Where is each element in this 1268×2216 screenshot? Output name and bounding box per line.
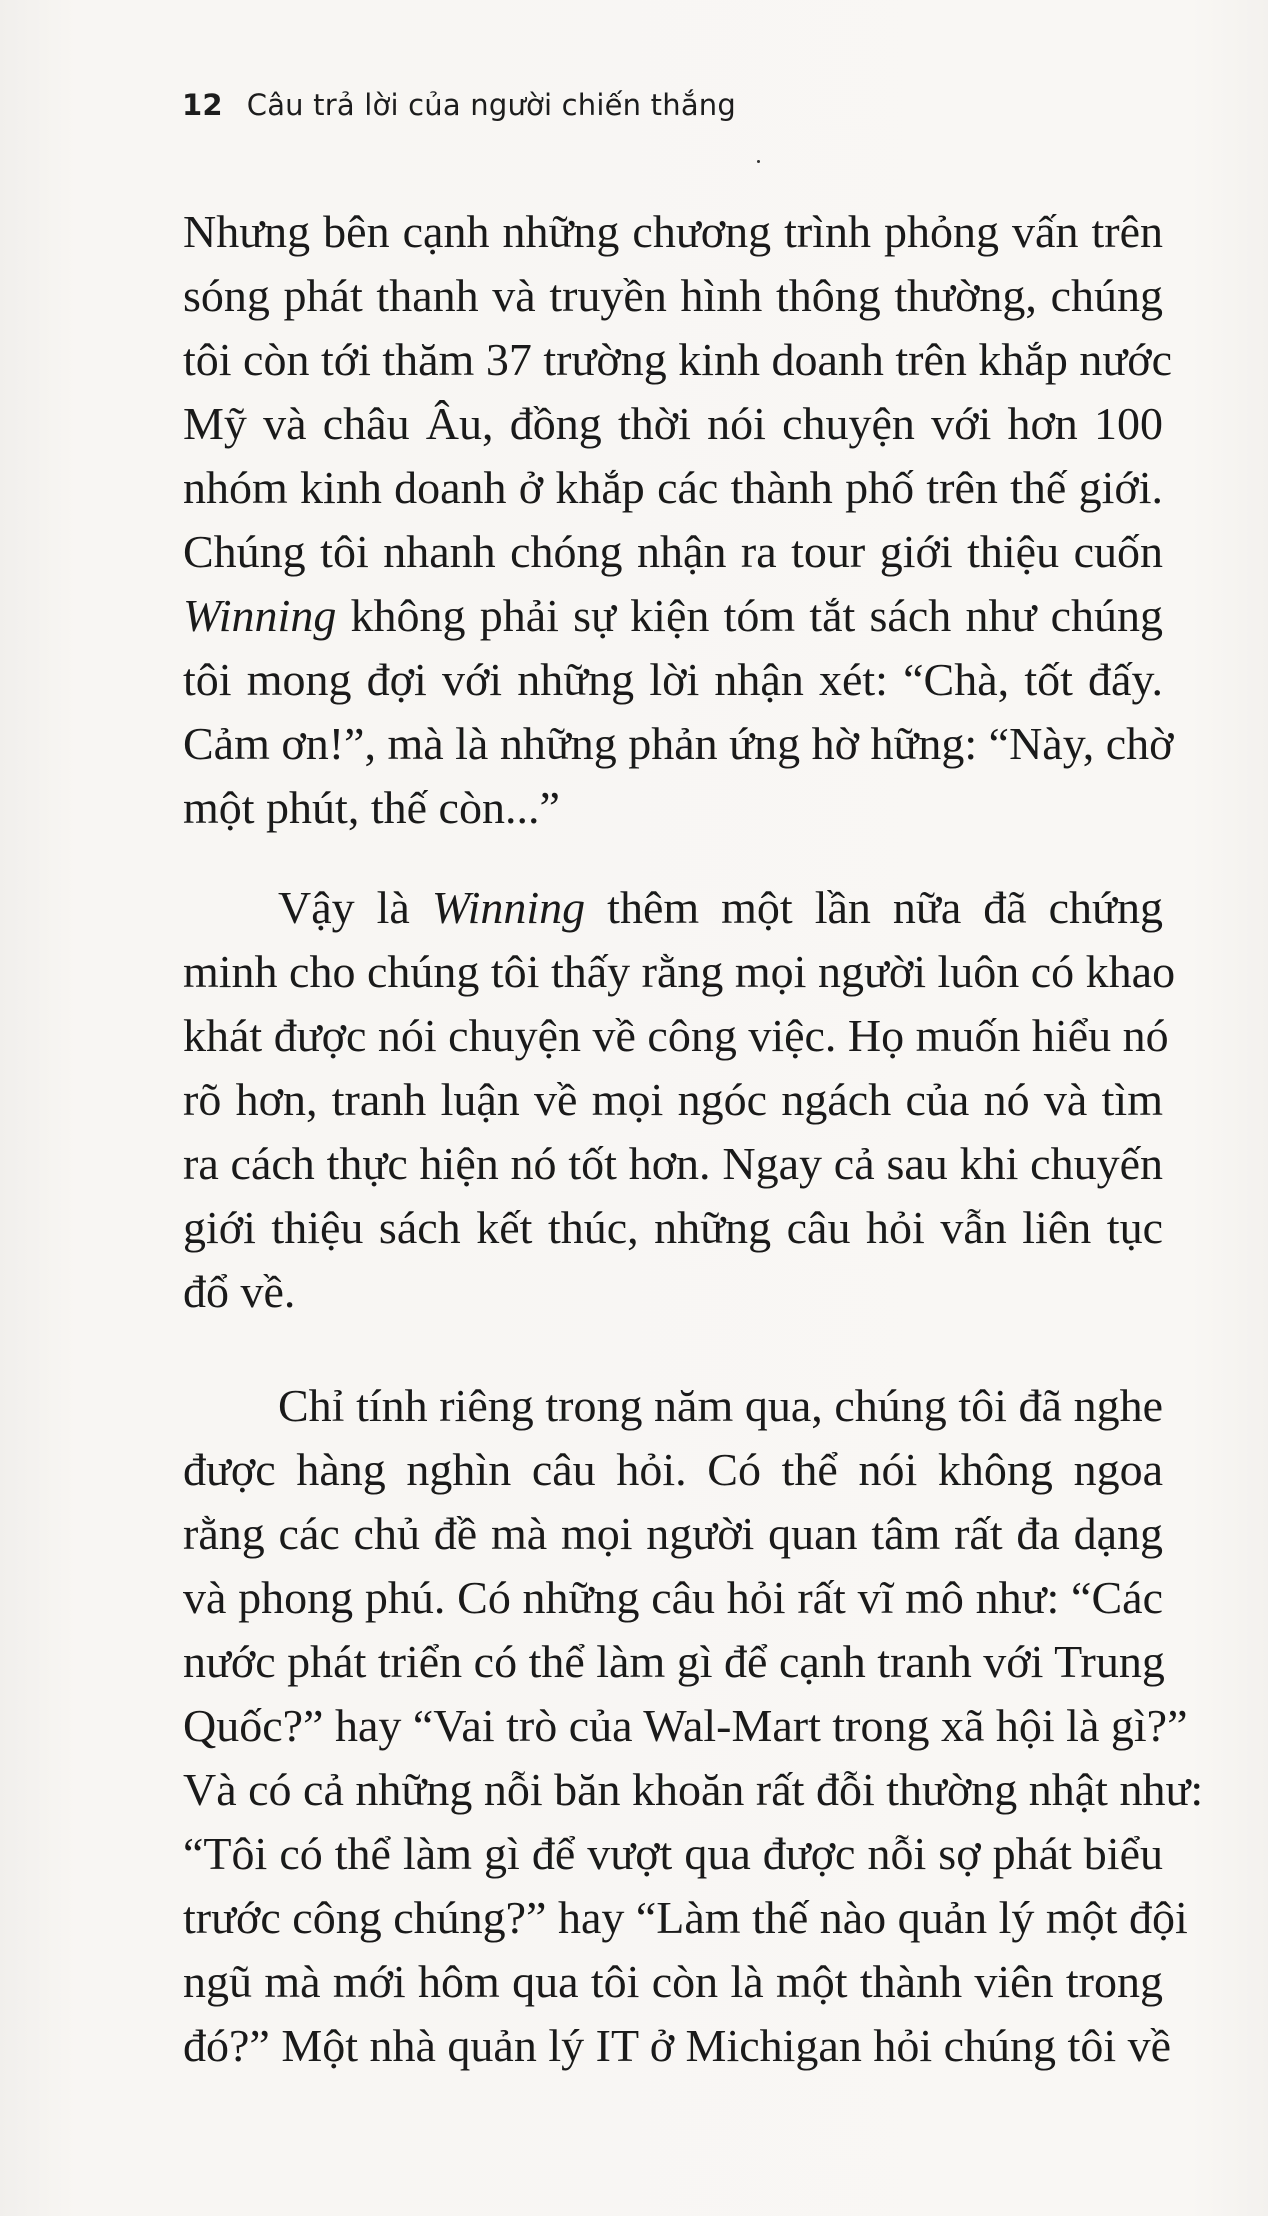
text-line: được hàng nghìn câu hỏi. Có thể nói không ngoa bbox=[183, 1444, 1163, 1495]
text-line: và phong phú. Có những câu hỏi rất vĩ mô như: “Các bbox=[183, 1572, 1163, 1623]
body-text bbox=[183, 200, 1204, 2078]
text-line: sóng phát thanh và truyền hình thông thường, chúng bbox=[183, 270, 1163, 321]
text-line: trước công chúng?” hay “Làm thế nào quản lý một đội bbox=[183, 1892, 1188, 1943]
text-line: nhóm kinh doanh ở khắp các thành phố trên thế giới. bbox=[183, 462, 1163, 513]
text-line: Chỉ tính riêng trong năm qua, chúng tôi đã nghe bbox=[278, 1380, 1163, 1431]
text-line: tôi mong đợi với những lời nhận xét: “Chà, tốt đấy. bbox=[183, 654, 1163, 705]
book-title: Winning bbox=[431, 882, 586, 933]
text-line: minh cho chúng tôi thấy rằng mọi người luôn có khao bbox=[183, 946, 1176, 997]
text-line: giới thiệu sách kết thúc, những câu hỏi vẫn liên tục bbox=[183, 1202, 1163, 1253]
text-line: ngũ mà mới hôm qua tôi còn là một thành viên trong bbox=[183, 1956, 1163, 2007]
text-line: tôi còn tới thăm 37 trường kinh doanh trên khắp nước bbox=[183, 334, 1172, 385]
text-line: rằng các chủ đề mà mọi người quan tâm rất đa dạng bbox=[183, 1508, 1163, 1559]
text-line: rõ hơn, tranh luận về mọi ngóc ngách của nó và tìm bbox=[183, 1074, 1163, 1125]
text-line: Cảm ơn!”, mà là những phản ứng hờ hững: “Này, chờ bbox=[183, 718, 1174, 769]
text-line: Và có cả những nỗi băn khoăn rất đỗi thường nhật như: bbox=[183, 1764, 1204, 1815]
text-line: Nhưng bên cạnh những chương trình phỏng vấn trên bbox=[183, 206, 1163, 257]
text-line: Winning không phải sự kiện tóm tắt sách như chúng bbox=[183, 590, 1163, 641]
text-line: Mỹ và châu Âu, đồng thời nói chuyện với hơn 100 bbox=[183, 398, 1163, 449]
text-line: ra cách thực hiện nó tốt hơn. Ngay cả sau khi chuyến bbox=[183, 1138, 1163, 1189]
text-line: Quốc?” hay “Vai trò của Wal-Mart trong xã hội là gì?” bbox=[183, 1700, 1188, 1751]
text-line: đó?” Một nhà quản lý IT ở Michigan hỏi chúng tôi về bbox=[183, 2020, 1172, 2071]
text-line: đổ về. bbox=[183, 1266, 296, 1317]
text-line: khát được nói chuyện về công việc. Họ muốn hiểu nó bbox=[183, 1010, 1169, 1061]
page-number: 12 bbox=[182, 88, 223, 122]
print-speck bbox=[757, 160, 760, 163]
text-line: Chúng tôi nhanh chóng nhận ra tour giới thiệu cuốn bbox=[183, 526, 1163, 577]
chapter-title: Câu trả lời của người chiến thắng bbox=[246, 88, 736, 122]
text-line: Vậy là Winning thêm một lần nữa đã chứng bbox=[278, 882, 1163, 933]
text-line: một phút, thế còn...” bbox=[183, 782, 560, 833]
text-line: nước phát triển có thể làm gì để cạnh tranh với Trung bbox=[183, 1636, 1165, 1687]
book-title: Winning bbox=[183, 590, 337, 641]
running-header bbox=[182, 88, 736, 122]
text-line: “Tôi có thể làm gì để vượt qua được nỗi sợ phát biểu bbox=[183, 1828, 1163, 1879]
